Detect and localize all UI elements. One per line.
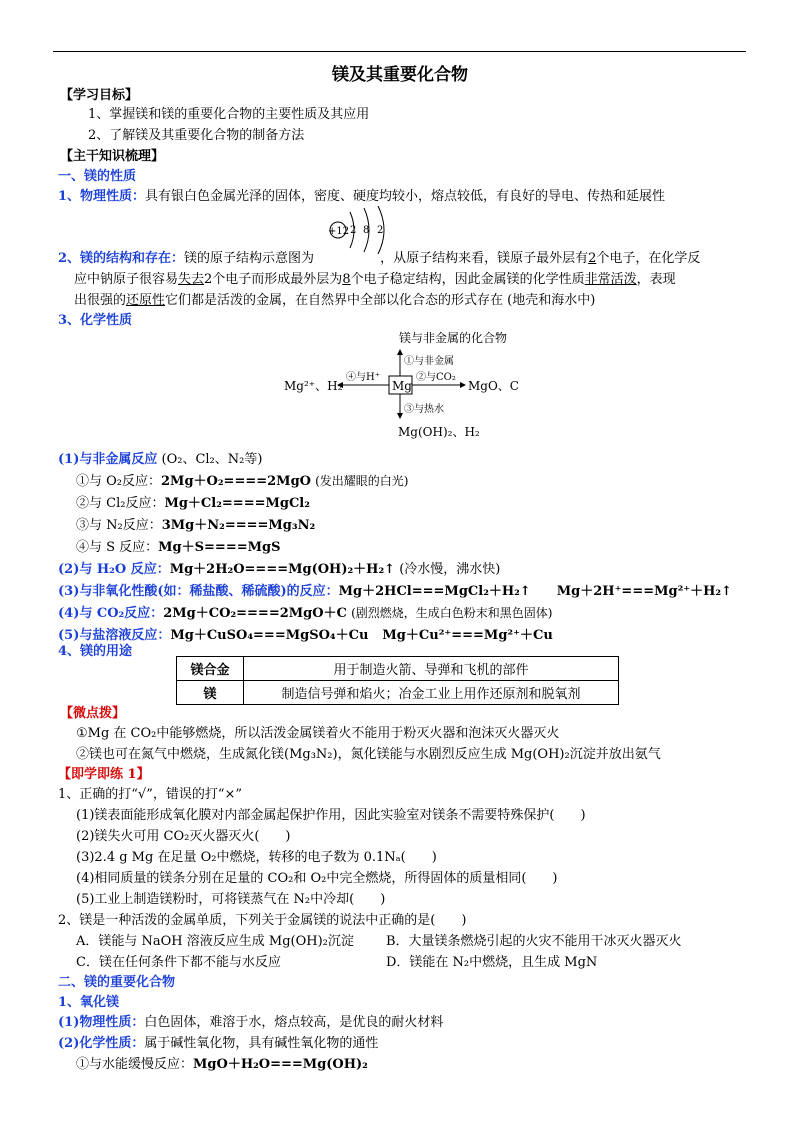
right-label: ②与CO₂ — [416, 372, 456, 383]
text: ，从原子结构来看，镁原子最外层有 — [380, 251, 589, 266]
equation: Mg＋2H₂O====Mg(OH)₂＋H₂↑ — [169, 562, 396, 577]
shell-count: 8 — [363, 225, 370, 236]
text: 2个电子而形成最外层为 — [204, 272, 343, 287]
note: (发出耀眼的白光) — [315, 474, 409, 488]
right-product: MgO、C — [468, 379, 519, 393]
question-item: (3)2.4 g Mg 在足量 O₂中燃烧，转移的电子数为 0.1Nₐ( ) — [76, 850, 437, 865]
reaction-2 — [58, 558, 500, 577]
center-label: Mg — [392, 379, 412, 393]
objective-item: 2、了解镁及其重要化合物的制备方法 — [88, 128, 305, 143]
equation: Mg＋CuSO₄===MgSO₄＋Cu — [170, 628, 369, 643]
equation: Mg＋Cu²⁺===Mg²⁺＋Cu — [382, 628, 553, 643]
blank-answer: 非常活泼 — [584, 272, 637, 287]
equation: Mg＋2H⁺===Mg²⁺＋H₂↑ — [556, 584, 733, 599]
equation: Mg＋2HCl===MgCl₂＋H₂↑ — [338, 584, 531, 599]
label: (3)与非氧化性酸(如：稀盐酸、稀硫酸)的反应： — [58, 584, 339, 599]
table-cell: 制造信号弹和焰火；冶金工业上用作还原剂和脱氧剂 — [244, 681, 619, 705]
uses-table — [176, 656, 619, 705]
section-heading: 一、镁的性质 — [58, 169, 137, 184]
question-item: (4)相同质量的镁条分别在足量的 CO₂和 O₂中完全燃烧，所得固体的质量相同( ) — [76, 871, 558, 886]
label: ③与 N₂反应： — [76, 518, 162, 533]
chem-properties-heading: 3、化学性质 — [58, 313, 133, 328]
label: ②与 Cl₂反应： — [76, 496, 165, 511]
reaction-1b — [76, 492, 310, 511]
note: (O₂、Cl₂、N₂等) — [161, 452, 263, 467]
text: 个电子稳定结构，因此金属镁的化学性质 — [350, 272, 585, 287]
top-rule — [53, 51, 746, 52]
reaction-1 — [58, 448, 262, 467]
objectives-header: 【学习目标】 — [60, 88, 139, 103]
text: ，表现 — [636, 272, 676, 287]
table-cell: 镁 — [177, 681, 244, 705]
mgo-chemical — [58, 1032, 378, 1051]
label: ①与 O₂反应： — [76, 474, 162, 489]
tips-header: 【微点拨】 — [60, 706, 126, 721]
mgo-physical — [58, 1011, 443, 1030]
sub-heading: 1、氧化镁 — [58, 995, 120, 1010]
blank-answer: 2 — [588, 251, 597, 266]
label: (1)与非金属反应 — [58, 452, 158, 467]
option-c: C．镁在任何条件下都不能与水反应 — [76, 955, 281, 970]
equation: 2Mg＋CO₂====2MgO＋C — [163, 606, 347, 621]
note: (冷水慢，沸水快) — [399, 562, 501, 577]
label: (4)与 CO₂反应： — [58, 606, 164, 621]
blank-answer: 还原性 — [126, 293, 166, 308]
equation: 3Mg＋N₂====Mg₃N₂ — [161, 518, 316, 533]
text: 属于碱性氧化物，具有碱性氧化物的通性 — [144, 1036, 379, 1051]
question-item: (5)工业上制造镁粉时，可将镁蒸气在 N₂中冷却( ) — [76, 892, 386, 907]
option-b: B．大量镁条燃烧引起的火灾不能用干冰灭火器灭火 — [386, 934, 682, 949]
structure-line-2 — [74, 268, 676, 287]
practice-header: 【即学即练 1】 — [58, 767, 150, 782]
section-heading: 二、镁的重要化合物 — [58, 975, 176, 990]
down-product: Mg(OH)₂、H₂ — [398, 425, 480, 439]
equation: 2Mg＋O₂====2MgO — [161, 474, 311, 489]
shell-count: 2 — [377, 225, 384, 236]
down-label: ③与热水 — [404, 404, 444, 415]
question-1: 1、正确的打“√”，错误的打“×” — [58, 787, 243, 802]
tip-item: ①Mg 在 CO₂中能够燃烧，所以活泼金属镁着火不能用于粉灭火器和泡沫灭火器灭火 — [76, 726, 560, 741]
tip-item: ②镁也可在氮气中燃烧，生成氮化镁(Mg₃N₂)，氮化镁能与水剧烈反应生成 Mg(OH)₂沉淀并放出氨气 — [76, 747, 661, 762]
equation: Mg＋S====MgS — [158, 540, 281, 555]
mgo-water-reaction — [76, 1053, 368, 1072]
equation: MgO＋H₂O===Mg(OH)₂ — [193, 1057, 368, 1072]
up-label: ①与非金属 — [404, 356, 454, 367]
page-title: 镁及其重要化合物 — [332, 65, 468, 85]
text: 白色固体，难溶于水，熔点较高，是优良的耐火材料 — [144, 1015, 444, 1030]
label: (2)与 H₂O 反应： — [58, 562, 170, 577]
table-cell: 用于制造火箭、导弹和飞机的部件 — [244, 657, 619, 681]
label: 2、镁的结构和存在： — [58, 251, 185, 266]
structure-line-3 — [74, 289, 595, 308]
main-header: 【主干知识梳理】 — [60, 149, 165, 164]
table-cell: 镁合金 — [177, 657, 244, 681]
reaction-1a — [76, 470, 409, 489]
label: (2)化学性质： — [58, 1036, 145, 1051]
uses-heading: 4、镁的用途 — [58, 644, 133, 659]
physical-properties — [58, 185, 665, 204]
text: 出很强的 — [74, 293, 127, 308]
equation: Mg＋Cl₂====MgCl₂ — [164, 496, 310, 511]
question-item: (2)镁失火可用 CO₂灭火器灭火( ) — [76, 829, 291, 844]
option-d: D．镁能在 N₂中燃烧，且生成 MgN — [386, 955, 598, 970]
label: ④与 S 反应： — [76, 540, 159, 555]
question-2: 2、镁是一种活泼的金属单质，下列关于金属镁的说法中正确的是( ) — [58, 913, 467, 928]
blank-answer: 失去 — [178, 272, 205, 287]
reaction-1d — [76, 536, 280, 555]
table-row — [177, 657, 619, 681]
nucleus-charge: +12 — [328, 226, 350, 237]
reaction-3 — [58, 580, 732, 599]
structure-line-1 — [58, 247, 700, 266]
option-a: A．镁能与 NaOH 溶液反应生成 Mg(OH)₂沉淀 — [76, 934, 354, 949]
text: 应中钠原子很容易 — [74, 272, 179, 287]
left-label: ④与H⁺ — [346, 372, 380, 383]
reaction-4 — [58, 602, 552, 621]
text: 个电子，在化学反 — [596, 251, 701, 266]
text: 镁的原子结构示意图为 — [184, 251, 315, 266]
label: 1、物理性质： — [58, 189, 146, 204]
shell-count: 2 — [350, 225, 357, 236]
label: ①与水能缓慢反应： — [76, 1057, 194, 1072]
left-product: Mg²⁺、H₂ — [284, 379, 343, 393]
top-product: 镁与非金属的化合物 — [399, 331, 508, 345]
question-item: (1)镁表面能形成氧化膜对内部金属起保护作用，因此实验室对镁条不需要特殊保护( ) — [76, 808, 586, 823]
reaction-diagram — [280, 330, 530, 445]
blank-answer: 8 — [342, 272, 351, 287]
text: 它们都是活泼的金属，在自然界中全部以化合态的形式存在 (地壳和海水中) — [165, 293, 596, 308]
label: (5)与盐溶液反应： — [58, 628, 171, 643]
note: (剧烈燃烧，生成白色粉末和黑色固体) — [351, 606, 553, 620]
table-row — [177, 681, 619, 705]
text: 具有银白色金属光泽的固体，密度、硬度均较小，熔点较低，有良好的导电、传热和延展性 — [145, 189, 666, 204]
objective-item: 1、掌握镁和镁的重要化合物的主要性质及其应用 — [88, 107, 370, 122]
reaction-1c — [76, 514, 315, 533]
label: (1)物理性质： — [58, 1015, 145, 1030]
reaction-5 — [58, 624, 553, 643]
